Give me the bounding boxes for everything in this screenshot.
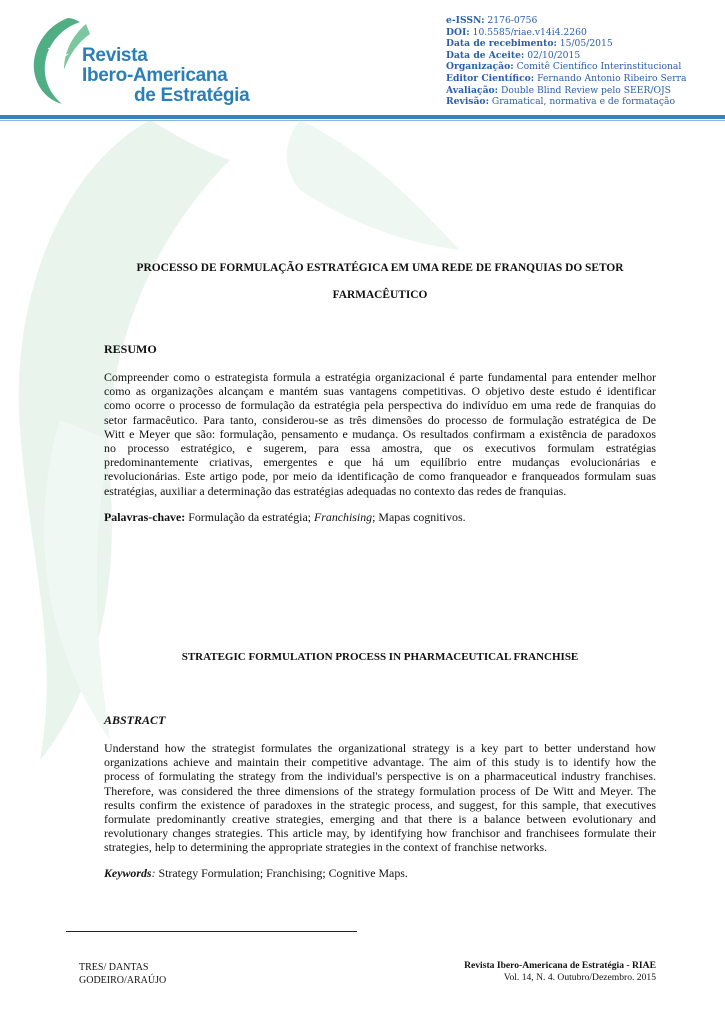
meta-value: 2176-0756 [487,15,538,26]
abstract-line: organizations achieve and maintain their competitive advantage. The aim of this study is to identify how the [104,755,656,770]
palavras-chave-value-1: Formulação da estratégia; [185,510,314,524]
abstract-heading: ABSTRACT [104,713,166,727]
meta-received [446,38,716,50]
resumo-line: no processo estratégico, e sugerem, para essa amostra, que os executivos formulam estratégias [104,441,656,456]
footer-divider [66,931,357,932]
meta-label: Data de Aceite: [446,49,525,61]
title-pt-line-1: PROCESSO DE FORMULAÇÃO ESTRATÉGICA EM UMA REDE DE FRANQUIAS DO SETOR [136,262,624,274]
palavras-chave-value-2: ; Mapas cognitivos. [372,510,466,524]
article-metadata [446,15,716,108]
title-pt-line-2: FARMACÊUTICO [332,289,428,301]
meta-organization [446,61,716,73]
meta-label: DOI: [446,26,470,38]
meta-value: 02/10/2015 [527,49,581,61]
abstract-text [104,741,656,855]
meta-label: Revisão: [446,96,489,108]
palavras-chave-italic: Franchising [314,510,373,524]
abstract-line: Understand how the strategist formulates the organizational strategy is a key part to better understand how [104,741,656,755]
footer-authors [79,962,166,987]
keywords [104,866,656,881]
meta-value: Gramatical, normativa e de formatação [491,96,676,108]
keywords-colon: : [151,866,156,880]
palavras-chave-label: Palavras-chave: [104,510,186,524]
meta-label: Editor Científico: [446,72,535,84]
journal-name-line-1: Revista [82,45,148,66]
resumo-line: Witt e Meyer que são: formulação, pensamento e mudança. Os resultados confirmam a existência de paradoxos [104,426,656,441]
resumo-line: revolucionárias. Este artigo pode, por meio da identificação de como franqueador e franqueados formulam suas [104,469,656,484]
footer-author-line: GODEIRO/ARAÚJO [79,974,167,986]
meta-value: Fernando Antonio Ribeiro Serra [537,72,687,84]
resumo-line: setor farmacêutico. Para tanto, considerou-se as três dimensões do processo de formulação estratégica de De [104,412,656,427]
resumo-line: como ocorre o processo de formulação da estratégia pela perspectiva do indivíduo em uma rede de franquias do [104,398,656,413]
footer-volume: Vol. 14, N. 4. Outubro/Dezembro. 2015 [503,972,656,983]
header-divider [0,115,725,119]
journal-name-line-2: Ibero-Americana [82,65,228,86]
resumo-heading: RESUMO [104,342,157,356]
article-title-pt [104,255,656,309]
article-title-en: STRATEGIC FORMULATION PROCESS IN PHARMACEUTICAL FRANCHISE [181,651,579,663]
abstract-line: formulate predominantly creative strategies, emerging and that there is a balance between evolutionary and [104,812,656,827]
abstract-line: results confirm the existence of paradoxes in the strategic process, and suggest, for this sample, that executives [104,797,656,812]
meta-label: Avaliação: [446,84,499,96]
resumo-line: estratégias, auxiliar a determinação das estratégias adequadas no contexto das redes de franquias. [104,483,567,498]
journal-name-line-3: de Estratégia [134,85,250,106]
palavras-chave [104,510,656,525]
meta-issn [446,15,716,27]
footer-author-line: TRES/ DANTAS [79,962,149,973]
resumo-line: predominantemente criativas, emergentes e que há um equilíbrio entre mudanças evolucionárias e [104,455,656,470]
keywords-label: Keywords [104,866,152,880]
meta-label: Data de recebimento: [446,38,557,50]
meta-review [446,96,716,108]
footer-journal-name: Revista Ibero-Americana de Estratégia - RIAE [464,960,656,971]
abstract-line: Therefore, was considered the three dimensions of the strategy formulation process of De Witt and Meyer. The [104,783,656,798]
meta-doi [446,27,716,39]
meta-evaluation [446,85,716,97]
resumo-text [104,370,656,498]
footer-journal [400,960,656,984]
resumo-line: como as organizações alcançam e mantém suas vantagens competitivas. O objetivo deste estudo é identificar [104,384,656,399]
journal-name [82,46,252,106]
meta-value: 10.5585/riae.v14i4.2260 [472,26,587,38]
meta-value: Comitê Científico Interinstitucional [516,61,682,73]
meta-accepted [446,50,716,62]
abstract-line: process of formulating the strategy from the individual's perspective is on a pharmaceutical industry franchises. [104,769,656,784]
keywords-value: Strategy Formulation; Franchising; Cognitive Maps. [155,866,408,880]
meta-value: Double Blind Review pelo SEER/OJS [500,84,671,96]
resumo-line: Compreender como o estrategista formula a estratégia organizacional é parte fundamental para entender melhor [104,370,656,384]
abstract-line: strategies, help to determining the appropriate strategies in the context of franchise networks. [104,840,548,855]
meta-editor [446,73,716,85]
meta-label: e-ISSN: [446,15,485,26]
header-divider-thin [0,120,725,121]
meta-value: 15/05/2015 [559,38,613,50]
abstract-line: revolutionary changes strategies. This article may, by identifying how franchisor and franchisees formulate their [104,826,656,841]
meta-label: Organização: [446,61,514,73]
